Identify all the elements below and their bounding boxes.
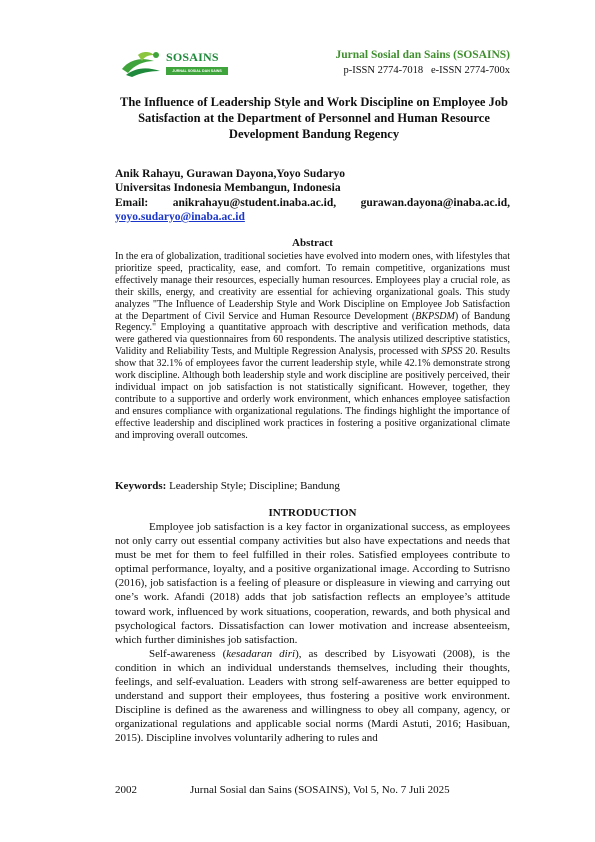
keywords-label: Keywords: [115,480,167,492]
affiliation: Universitas Indonesia Membangun, Indonesia [115,182,341,194]
abstract-part-1: In the era of globalization, traditional societies have evolved into modern ones, with lifestyles that prioritize speed, practicality, ease, and comfort. To remain competitive, organizations must effectively manage their resources, especially human resources. Employees play a crucial role, as their skills, energy, and creativity are essential for achieving organizational goals. This study analyzes "The Influence of Leadership Style and Work Discipline on Employee Job Satisfaction at the Department of Civil Service and Human Resource Development ( [115,251,510,322]
abstract-italic-spss: SPSS [441,346,463,358]
email-block [115,196,510,224]
author-list: Anik Rahayu, Gurawan Dayona,Yoyo Sudaryo [115,168,346,180]
abstract-text [115,251,510,442]
keywords-line [115,480,340,492]
keywords-text: Leadership Style; Discipline; Bandung [166,480,340,492]
footer-journal-info: Jurnal Sosial dan Sains (SOSAINS), Vol 5, No. 7 Juli 2025 [190,784,450,796]
intro-p2-part-a: Self-awareness ( [149,647,227,660]
email-3-link[interactable]: yoyo.sudaryo@inaba.ac.id [115,211,245,223]
introduction-body [115,520,510,746]
logo-tagline: JURNAL SOSIAL DAN SAINS [166,67,228,75]
intro-p2-part-b: ), as described by Lisyowati (2008), is the condition in which an individual understands themselves, including their thoughts, feelings, and self-evaluation. Leaders with strong self-awareness are better equipped to understand and support their employees, thus fostering a positive work environment. Discipline is defined as the awareness and willingness to obey all company, agency, or organizational regulations and applicable social norms (Mardi Astuti, 2016; Hasibuan, 2015). Discipline involves voluntarily adhering to rules and [115,647,510,745]
email-label: Email: [115,197,149,209]
abstract-heading: Abstract [292,237,333,249]
abstract-italic-bkpsdm: BKPSDM [415,310,455,322]
abstract-part-2: ) of Bandung Regency." Employing a quantitative approach with descriptive and verification methods, data were gathered via questionnaires from 60 respondents. The analysis utilized descriptive statistics, Validity and Reliability Tests, and Multiple Regression Analysis, processed with [115,310,510,358]
journal-logo [120,49,232,79]
article-title: The Influence of Leadership Style and Work Discipline on Employee Job Satisfaction at the Department of Personnel and Human Resource Development Bandung Regency [119,95,508,141]
intro-paragraph-2 [115,647,510,746]
page-number: 2002 [115,784,137,796]
logo-wordmark: SOSAINS [166,50,219,64]
email-1: anikrahayu@student.inaba.ac.id, [172,197,337,209]
intro-p2-italic: kesadaran diri [226,647,296,660]
intro-paragraph-1: Employee job satisfaction is a key factor in organizational success, as employees not only carry out essential company activities but also have expectations and needs that must be met for them to feel fulfilled in their roles. Satisfied employees contribute to optimal performance, loyalty, and a positive organizational image. According to Sutrisno (2016), job satisfaction is a feeling of pleasure or displeasure in viewing and carrying out one’s work. Afandi (2018) adds that job satisfaction reflects an employee’s attitude toward work, influenced by work situations, cooperation, rewards, and both physical and psychological factors. Dissatisfaction can lower motivation and increase absenteeism, which further diminishes job satisfaction. [115,521,510,646]
journal-name: Jurnal Sosial dan Sains (SOSAINS) [335,49,510,61]
email-2: gurawan.dayona@inaba.ac.id, [360,197,510,209]
leaf-logo-icon [120,49,164,79]
introduction-heading: INTRODUCTION [268,507,357,519]
issn-line: p-ISSN 2774-7018 e-ISSN 2774-700x [343,65,510,76]
abstract-part-3: 20. Results show that 32.1% of employees favor the current leadership style, while 42.1% demonstrate strong work discipline. Although both leadership style and work discipline are positively perceived, their individual impact on job satisfaction is not statistically significant. However, together, they contribute to a supportive and orderly work environment, which enhances employee satisfaction and ensures compliance with organizational regulations. The findings highlight the importance of effective leadership and disciplined work practices in fostering a positive organizational climate and improving overall outcomes. [115,346,510,441]
